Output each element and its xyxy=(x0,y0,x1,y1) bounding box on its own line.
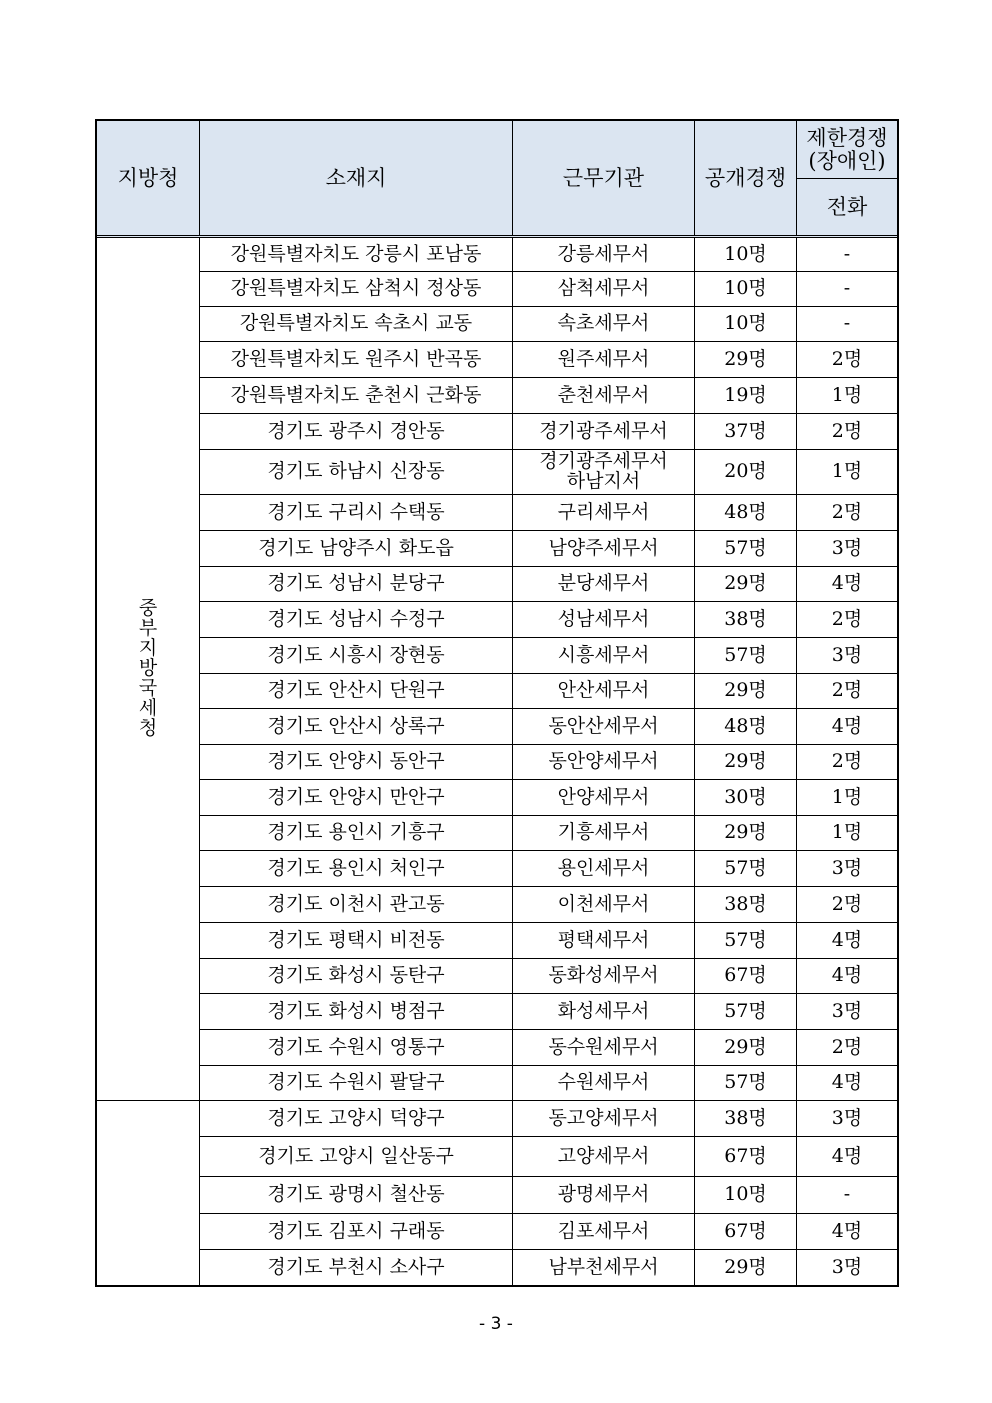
office-name: 남양주세무서 xyxy=(548,536,659,559)
table-row xyxy=(97,851,898,887)
region-char: 지 xyxy=(138,637,158,660)
header-location: 소재지 xyxy=(200,121,513,237)
restricted-count-cell: 2명 xyxy=(797,495,898,531)
table-row xyxy=(97,567,898,602)
office-name: 용인세무서 xyxy=(557,856,650,879)
office-cell xyxy=(513,1101,695,1137)
location-cell: 경기도 안산시 상록구 xyxy=(200,709,513,745)
location-cell: 경기도 안양시 동안구 xyxy=(200,745,513,780)
open-count-cell: 67명 xyxy=(695,1214,797,1250)
office-name: 기흥세무서 xyxy=(557,821,650,844)
restricted-count-cell: 4명 xyxy=(797,567,898,602)
header-restricted-competition xyxy=(797,121,898,179)
header-office: 근무기관 xyxy=(513,121,695,237)
office-name: 시흥세무서 xyxy=(557,643,650,666)
restricted-count-cell: - xyxy=(797,307,898,342)
table-row xyxy=(97,272,898,307)
header-restricted-sub: (장애인) xyxy=(808,148,886,173)
office-cell xyxy=(513,959,695,994)
table-row xyxy=(97,1137,898,1177)
restricted-count-cell: - xyxy=(797,237,898,272)
open-count-cell: 10명 xyxy=(695,237,797,272)
open-count-cell: 20명 xyxy=(695,450,797,495)
open-count-cell: 29명 xyxy=(695,745,797,780)
location-cell: 경기도 용인시 처인구 xyxy=(200,851,513,887)
office-name: 동안산세무서 xyxy=(548,714,659,737)
restricted-count-cell: 3명 xyxy=(797,1101,898,1137)
open-count-cell: 38명 xyxy=(695,602,797,638)
office-name: 이천세무서 xyxy=(557,892,650,915)
table-row xyxy=(97,674,898,709)
location-cell: 경기도 광명시 철산동 xyxy=(200,1177,513,1214)
open-count-cell: 48명 xyxy=(695,495,797,531)
office-name: 안양세무서 xyxy=(557,785,650,808)
office-cell xyxy=(513,414,695,450)
header-restricted-label: 제한경쟁 xyxy=(806,126,888,151)
page-number: - 3 - xyxy=(479,1314,513,1334)
header-open-competition: 공개경쟁 xyxy=(695,121,797,237)
location-cell: 경기도 수원시 팔달구 xyxy=(200,1066,513,1101)
table-row xyxy=(97,414,898,450)
open-count-cell: 57명 xyxy=(695,638,797,674)
region-char: 부 xyxy=(138,617,158,640)
table-row xyxy=(97,745,898,780)
location-cell: 경기도 화성시 병점구 xyxy=(200,994,513,1030)
table-row xyxy=(97,709,898,745)
restricted-count-cell: 1명 xyxy=(797,450,898,495)
location-cell: 경기도 화성시 동탄구 xyxy=(200,959,513,994)
office-cell xyxy=(513,816,695,851)
office-name: 광명세무서 xyxy=(557,1183,650,1206)
table-row xyxy=(97,450,898,495)
table-row xyxy=(97,495,898,531)
restricted-count-cell: 3명 xyxy=(797,994,898,1030)
restricted-count-cell: 2명 xyxy=(797,414,898,450)
office-cell xyxy=(513,531,695,567)
open-count-cell: 30명 xyxy=(695,780,797,816)
table-row xyxy=(97,1030,898,1066)
office-cell xyxy=(513,1030,695,1066)
location-cell: 경기도 안양시 만안구 xyxy=(200,780,513,816)
location-cell: 경기도 하남시 신장동 xyxy=(200,450,513,495)
restricted-count-cell: 2명 xyxy=(797,1030,898,1066)
restricted-count-cell: 2명 xyxy=(797,602,898,638)
restricted-count-cell: 4명 xyxy=(797,1214,898,1250)
location-cell: 경기도 수원시 영통구 xyxy=(200,1030,513,1066)
table-row xyxy=(97,816,898,851)
open-count-cell: 57명 xyxy=(695,531,797,567)
restricted-count-cell: 4명 xyxy=(797,1066,898,1101)
office-cell xyxy=(513,1177,695,1214)
open-count-cell: 57명 xyxy=(695,994,797,1030)
table-row xyxy=(97,1101,898,1137)
restricted-count-cell: - xyxy=(797,272,898,307)
office-name: 분당세무서 xyxy=(557,572,650,595)
header-phone: 전화 xyxy=(797,179,898,237)
restricted-count-cell: 3명 xyxy=(797,1250,898,1286)
restricted-count-cell: 4명 xyxy=(797,1137,898,1177)
restricted-count-cell: 3명 xyxy=(797,531,898,567)
restricted-count-cell: - xyxy=(797,1177,898,1214)
table-row xyxy=(97,1250,898,1286)
table-row xyxy=(97,638,898,674)
open-count-cell: 29명 xyxy=(695,342,797,378)
open-count-cell: 29명 xyxy=(695,674,797,709)
open-count-cell: 67명 xyxy=(695,1137,797,1177)
table-row xyxy=(97,887,898,923)
office-cell xyxy=(513,272,695,307)
restricted-count-cell: 4명 xyxy=(797,923,898,959)
location-cell: 경기도 고양시 일산동구 xyxy=(200,1137,513,1177)
office-name: 동수원세무서 xyxy=(548,1035,659,1058)
location-cell: 경기도 안산시 단원구 xyxy=(200,674,513,709)
office-name: 삼척세무서 xyxy=(557,277,650,300)
open-count-cell: 19명 xyxy=(695,378,797,414)
office-name: 안산세무서 xyxy=(557,679,650,702)
office-cell xyxy=(513,994,695,1030)
restricted-count-cell: 3명 xyxy=(797,851,898,887)
office-name: 고양세무서 xyxy=(557,1144,650,1167)
office-cell xyxy=(513,923,695,959)
location-cell: 경기도 구리시 수택동 xyxy=(200,495,513,531)
region-cell-jungbu xyxy=(97,237,200,1101)
location-cell: 강원특별자치도 강릉시 포남동 xyxy=(200,237,513,272)
restricted-count-cell: 4명 xyxy=(797,709,898,745)
office-name: 동화성세무서 xyxy=(548,964,659,987)
restricted-count-cell: 2명 xyxy=(797,745,898,780)
office-cell xyxy=(513,450,695,495)
restricted-count-cell: 2명 xyxy=(797,887,898,923)
office-cell xyxy=(513,342,695,378)
region-char: 청 xyxy=(138,716,158,739)
table-row xyxy=(97,237,898,272)
table-row xyxy=(97,342,898,378)
location-cell: 경기도 이천시 관고동 xyxy=(200,887,513,923)
location-cell: 경기도 김포시 구래동 xyxy=(200,1214,513,1250)
table-row xyxy=(97,1066,898,1101)
location-cell: 경기도 평택시 비전동 xyxy=(200,923,513,959)
office-cell xyxy=(513,495,695,531)
location-cell: 경기도 용인시 기흥구 xyxy=(200,816,513,851)
location-cell: 경기도 부천시 소사구 xyxy=(200,1250,513,1286)
restricted-count-cell: 4명 xyxy=(797,959,898,994)
office-name: 화성세무서 xyxy=(557,999,650,1022)
office-name: 경기광주세무서 xyxy=(539,450,668,473)
office-name: 남부천세무서 xyxy=(548,1255,659,1278)
open-count-cell: 57명 xyxy=(695,851,797,887)
header-region: 지방청 xyxy=(97,121,200,237)
office-cell xyxy=(513,851,695,887)
table-row xyxy=(97,531,898,567)
restricted-count-cell: 2명 xyxy=(797,674,898,709)
open-count-cell: 37명 xyxy=(695,414,797,450)
open-count-cell: 29명 xyxy=(695,1030,797,1066)
office-cell xyxy=(513,1137,695,1177)
restricted-count-cell: 1명 xyxy=(797,378,898,414)
office-name: 성남세무서 xyxy=(557,607,650,630)
office-name: 동고양세무서 xyxy=(548,1106,659,1129)
location-cell: 경기도 남양주시 화도읍 xyxy=(200,531,513,567)
open-count-cell: 57명 xyxy=(695,1066,797,1101)
office-cell xyxy=(513,567,695,602)
location-cell: 경기도 광주시 경안동 xyxy=(200,414,513,450)
location-cell: 경기도 성남시 분당구 xyxy=(200,567,513,602)
office-name: 동안양세무서 xyxy=(548,750,659,773)
open-count-cell: 48명 xyxy=(695,709,797,745)
restricted-count-cell: 1명 xyxy=(797,780,898,816)
office-name: 경기광주세무서 xyxy=(539,419,668,442)
table-row xyxy=(97,378,898,414)
location-cell: 경기도 고양시 덕양구 xyxy=(200,1101,513,1137)
open-count-cell: 10명 xyxy=(695,272,797,307)
open-count-cell: 29명 xyxy=(695,816,797,851)
region-char: 방 xyxy=(138,657,158,680)
table-row xyxy=(97,923,898,959)
office-name: 수원세무서 xyxy=(557,1071,650,1094)
office-name: 원주세무서 xyxy=(557,347,650,370)
table-row xyxy=(97,994,898,1030)
location-cell: 경기도 성남시 수정구 xyxy=(200,602,513,638)
open-count-cell: 67명 xyxy=(695,959,797,994)
office-cell xyxy=(513,307,695,342)
office-name: 구리세무서 xyxy=(557,500,650,523)
office-cell xyxy=(513,780,695,816)
region-char: 국 xyxy=(138,676,158,699)
office-cell xyxy=(513,1250,695,1286)
office-cell xyxy=(513,674,695,709)
open-count-cell: 10명 xyxy=(695,307,797,342)
table-header xyxy=(97,121,898,237)
office-cell xyxy=(513,745,695,780)
office-name: 평택세무서 xyxy=(557,928,650,951)
open-count-cell: 57명 xyxy=(695,923,797,959)
table-row xyxy=(97,1177,898,1214)
restricted-count-cell: 3명 xyxy=(797,638,898,674)
table-row xyxy=(97,1214,898,1250)
location-cell: 강원특별자치도 춘천시 근화동 xyxy=(200,378,513,414)
open-count-cell: 29명 xyxy=(695,567,797,602)
office-cell xyxy=(513,638,695,674)
office-name: 강릉세무서 xyxy=(557,242,650,265)
table-row xyxy=(97,602,898,638)
office-cell xyxy=(513,1214,695,1250)
office-cell xyxy=(513,887,695,923)
office-name: 김포세무서 xyxy=(557,1219,650,1242)
location-cell: 강원특별자치도 원주시 반곡동 xyxy=(200,342,513,378)
office-cell xyxy=(513,378,695,414)
office-branch-name: 하남지서 xyxy=(566,470,641,492)
region-char: 중 xyxy=(138,597,158,620)
location-cell: 강원특별자치도 속초시 교동 xyxy=(200,307,513,342)
open-count-cell: 38명 xyxy=(695,1101,797,1137)
restricted-count-cell: 1명 xyxy=(797,816,898,851)
office-cell xyxy=(513,709,695,745)
table-row xyxy=(97,959,898,994)
table-row xyxy=(97,780,898,816)
region-char: 세 xyxy=(138,696,158,719)
open-count-cell: 10명 xyxy=(695,1177,797,1214)
restricted-count-cell: 2명 xyxy=(797,342,898,378)
region-cell-next xyxy=(97,1101,200,1286)
office-cell xyxy=(513,237,695,272)
office-name: 춘천세무서 xyxy=(557,383,650,406)
office-cell xyxy=(513,602,695,638)
location-cell: 경기도 시흥시 장현동 xyxy=(200,638,513,674)
office-name: 속초세무서 xyxy=(557,312,650,335)
open-count-cell: 29명 xyxy=(695,1250,797,1286)
recruitment-table xyxy=(96,120,898,1286)
table-body xyxy=(97,237,898,1286)
open-count-cell: 38명 xyxy=(695,887,797,923)
location-cell: 강원특별자치도 삼척시 정상동 xyxy=(200,272,513,307)
office-cell xyxy=(513,1066,695,1101)
table-row xyxy=(97,307,898,342)
